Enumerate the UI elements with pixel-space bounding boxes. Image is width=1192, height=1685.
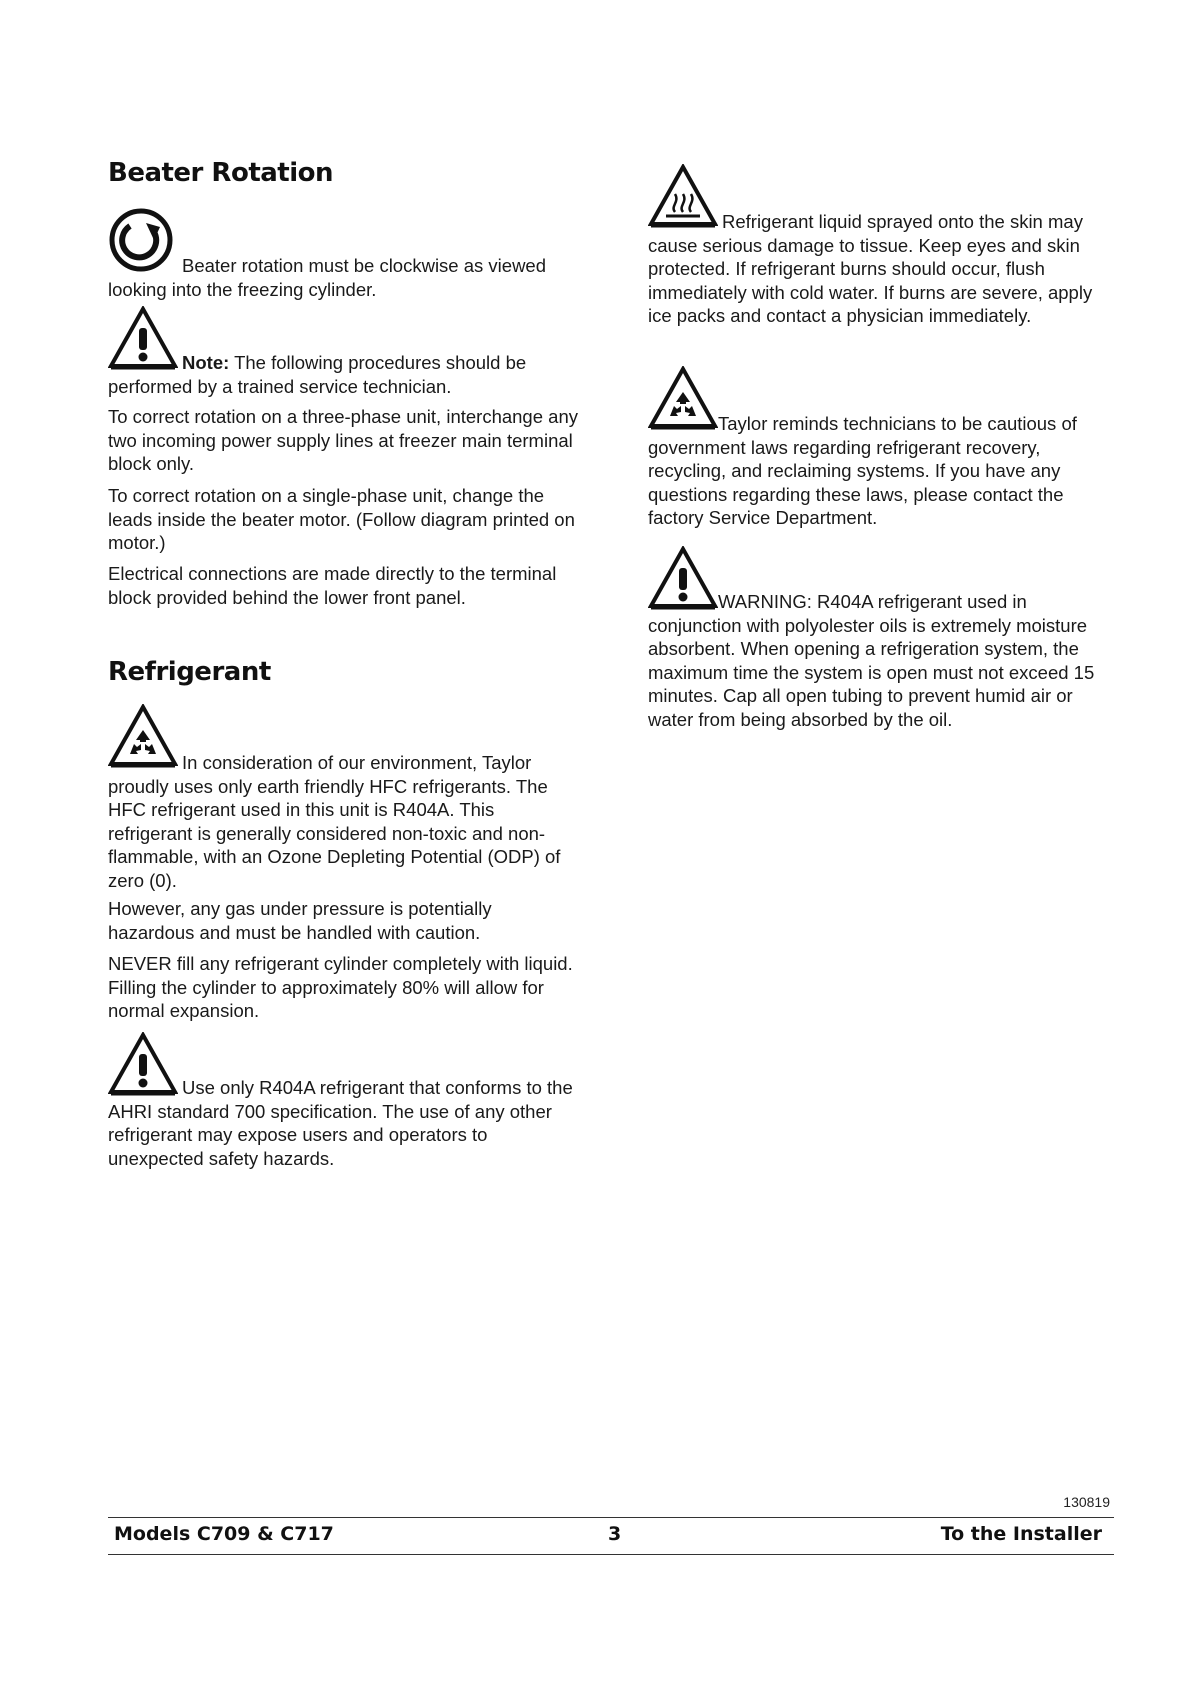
document-code: 130819 xyxy=(1063,1494,1110,1510)
skin-warning-text: Refrigerant liquid sprayed onto the skin may cause serious damage to tissue. Keep eyes and skin protected. If refrigerant burns should occur, flush immediately with cold water. If burns are severe, apply ice packs and contact a physician immediately. xyxy=(648,211,1093,326)
footer-page-number: 3 xyxy=(608,1523,622,1545)
government-laws-text: Taylor reminds technicians to be cautious of government laws regarding refrigerant recovery, recycling, and reclaiming systems. If you have any questions regarding these laws, please contact the factory Service Department. xyxy=(648,413,1077,528)
electrical-paragraph: Electrical connections are made directly to the terminal block provided behind the lower front panel. xyxy=(108,563,557,608)
never-fill-paragraph: NEVER fill any refrigerant cylinder completely with liquid. Filling the cylinder to approximately 80% will allow for normal expansion. xyxy=(108,953,573,1021)
note-label: Note: xyxy=(182,352,230,373)
note-paragraph xyxy=(108,351,578,398)
polyolester-warning-text: WARNING: R404A refrigerant used in conjunction with polyolester oils is extremely moisture absorbent. When opening a refrigeration system, the maximum time the system is open must not exceed 15 minutes. Cap all open tubing to prevent humid air or water from being absorbed by the oil. xyxy=(648,591,1095,730)
single-phase-paragraph: To correct rotation on a single-phase unit, change the leads inside the beater motor. (Follow diagram printed on motor.) xyxy=(108,485,575,553)
gas-pressure-paragraph: However, any gas under pressure is potentially hazardous and must be handled with caution. xyxy=(108,898,492,943)
footer-models: Models C709 & C717 xyxy=(114,1523,334,1545)
r404a-warning-text: Use only R404A refrigerant that conforms to the AHRI standard 700 specification. The use of any other refrigerant may expose users and operators to unexpected safety hazards. xyxy=(108,1077,573,1169)
rotation-text: Beater rotation must be clockwise as viewed looking into the freezing cylinder. xyxy=(108,255,547,300)
footer-section: To the Installer xyxy=(940,1523,1102,1545)
beater-rotation-heading: Beater Rotation xyxy=(108,158,334,188)
three-phase-paragraph: To correct rotation on a three-phase unit, interchange any two incoming power supply lines at freezer main terminal block only. xyxy=(108,406,578,474)
note-text: The following procedures should be performed by a trained service technician. xyxy=(108,352,527,397)
environment-text: In consideration of our environment, Taylor proudly uses only earth friendly HFC refrigerants. The HFC refrigerant used in this unit is R404A. This refrigerant is generally considered non-toxic and non-flammable, with an Ozone Depleting Potential (ODP) of zero (0). xyxy=(108,752,561,891)
page-footer xyxy=(108,1517,1114,1555)
refrigerant-heading: Refrigerant xyxy=(108,657,271,687)
